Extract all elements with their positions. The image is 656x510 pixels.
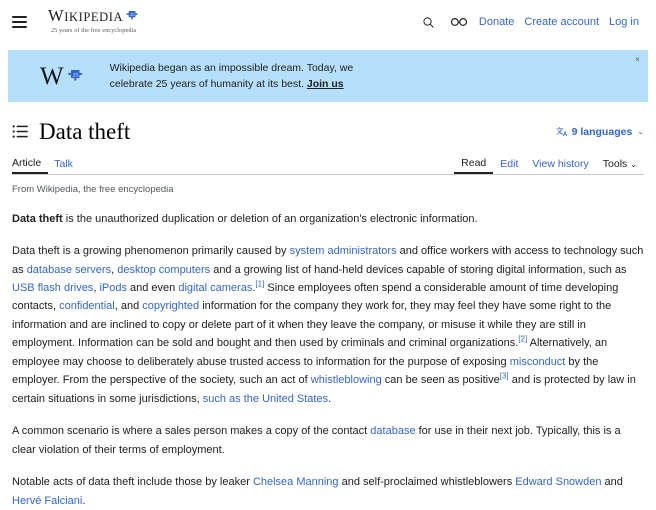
text-fragment: Since employees often spend a considerable amount of time developing contacts, <box>12 282 619 313</box>
link-desktop-computers[interactable]: desktop computers <box>117 263 211 276</box>
link-database[interactable]: database <box>370 425 416 438</box>
text-fragment: Alternatively, an employee may choose to deliberately abuse trusted access to information for the purpose of exposing <box>12 337 608 368</box>
tab-article[interactable]: Article <box>12 158 48 174</box>
text-fragment: and even <box>126 282 179 294</box>
tab-view-history[interactable]: View history <box>532 158 589 171</box>
text-fragment: for use in their next job. Typically, this is a clear violation of their terms of employment. <box>12 425 621 456</box>
logo-wordmark <box>48 8 123 25</box>
tab-read[interactable]: Read <box>454 158 493 174</box>
tab-tools[interactable] <box>596 159 644 174</box>
text-fragment: . <box>252 282 256 294</box>
language-translate-icon <box>556 126 569 138</box>
text-fragment: and <box>601 476 623 489</box>
table-of-contents-icon[interactable] <box>12 123 29 140</box>
link-digital-cameras[interactable]: digital cameras <box>178 282 253 294</box>
text-fragment: , <box>93 282 100 294</box>
paragraph-4 <box>12 473 644 510</box>
link-chelsea-manning[interactable]: Chelsea Manning <box>252 476 339 489</box>
link-usb-flash-drives[interactable]: USB flash drives <box>12 282 94 294</box>
link-edward-snowden[interactable]: Edward Snowden <box>515 476 602 489</box>
text-fragment: and a growing list of hand-held devices capable of storing digital information, such as <box>210 263 627 276</box>
banner-line-1: Wikipedia began as an impossible dream. Today, we <box>109 61 354 74</box>
reference-3-link[interactable]: [3] <box>499 371 509 381</box>
article-title-row <box>12 118 644 153</box>
link-database-servers[interactable]: database servers <box>26 263 112 276</box>
banner-puzzle-number-label: 25 <box>72 72 79 79</box>
link-system-administrators[interactable]: system administrators <box>289 245 397 258</box>
text-fragment: . <box>82 494 86 507</box>
text-fragment: information for the company they work for, they may feel they have some right to the information and are inclined to copy or delete part of it when they leave the company, or misuse it while they are still in employment. Information can be sold and bought and then used by criminals and criminal organizations. <box>12 300 612 350</box>
anniversary-banner <box>8 50 648 102</box>
link-herve-falciani[interactable]: Hervé Falciani <box>12 494 83 507</box>
link-misconduct[interactable]: misconduct <box>509 355 566 368</box>
hamburger-bar <box>12 26 27 28</box>
banner-line-2: celebrate 25 years of humanity at its best. <box>109 78 307 90</box>
lead-rest-text: is the unauthorized duplication or deletion of an organization's electronic information. <box>62 212 478 225</box>
puzzle-piece-25-icon <box>124 7 139 22</box>
reference-1[interactable] <box>255 279 264 288</box>
article-tabs-right <box>454 158 644 174</box>
hamburger-menu-icon[interactable] <box>8 11 30 33</box>
link-such-as-the-united-states[interactable]: such as the United States <box>202 392 329 405</box>
text-fragment: A common scenario is where a sales person makes a copy of the contact <box>12 425 371 438</box>
wikipedia-logo[interactable] <box>48 8 139 34</box>
search-icon[interactable] <box>414 11 444 33</box>
lead-paragraph <box>12 210 644 228</box>
reference-3[interactable] <box>500 372 509 381</box>
article-tabs <box>12 153 644 175</box>
banner-close-icon[interactable]: × <box>635 55 640 64</box>
language-count-label: 9 languages <box>571 125 633 138</box>
link-confidential[interactable]: confidential <box>59 300 115 313</box>
link-whistleblowing[interactable]: whistleblowing <box>310 374 382 387</box>
paragraph-3 <box>12 422 644 459</box>
appearance-glasses-icon[interactable] <box>444 11 474 33</box>
link-ipods[interactable]: iPods <box>99 282 127 294</box>
lead-bold-term: Data theft <box>12 212 63 225</box>
text-fragment: and self-proclaimed whistleblowers <box>338 476 516 489</box>
banner-join-us-link[interactable]: Join us <box>306 78 344 90</box>
language-selector-button[interactable] <box>556 126 644 138</box>
site-subtitle: From Wikipedia, the free encyclopedia <box>12 183 174 195</box>
reference-2-link[interactable]: [2] <box>518 334 528 344</box>
puzzle-number-label: 25 <box>130 12 135 18</box>
svg-text:文: 文 <box>555 126 563 136</box>
reference-1-link[interactable]: [1] <box>255 279 265 289</box>
page-title: Data theft <box>39 119 131 144</box>
text-fragment: Notable acts of data theft include those by leaker <box>12 476 253 489</box>
banner-logo <box>40 64 84 89</box>
text-fragment: by the employer. From the perspective of the society, such an act of <box>12 355 599 387</box>
text-fragment: , <box>111 263 118 276</box>
text-fragment: can be seen as positive <box>381 374 500 387</box>
paragraph-2 <box>12 242 644 408</box>
logo-wordmark-row <box>48 8 139 25</box>
chevron-down-icon: ⌄ <box>630 160 637 170</box>
banner-message <box>110 60 354 93</box>
text-fragment: and is protected by law in certain situations in some jurisdictions, <box>12 374 636 405</box>
tab-talk[interactable]: Talk <box>54 158 73 171</box>
logo-wordmark-main: W <box>48 6 65 25</box>
donate-link[interactable]: Donate <box>478 16 515 28</box>
link-copyrighted[interactable]: copyrighted <box>142 300 200 313</box>
text-fragment: and office workers with access to technology such as <box>12 245 644 276</box>
banner-logo-w: W <box>40 62 64 90</box>
text-fragment: , and <box>114 300 143 313</box>
header-actions <box>414 11 644 33</box>
logo-tagline: 25 years of the free encyclopedia <box>50 26 137 34</box>
text-fragment: . <box>328 392 332 405</box>
text-fragment: Data theft is a growing phenomenon primarily caused by <box>12 245 290 258</box>
banner-puzzle-piece-25-icon <box>65 65 84 84</box>
hamburger-bar <box>12 21 27 23</box>
tab-edit[interactable]: Edit <box>500 158 519 171</box>
chevron-down-icon: ⌄ <box>637 127 644 137</box>
login-link[interactable]: Log in <box>609 16 639 28</box>
logo-wordmark-rest: IKIPEDIA <box>64 10 124 24</box>
hamburger-bar <box>12 16 27 18</box>
create-account-link[interactable]: Create account <box>524 16 600 28</box>
svg-text:A: A <box>562 130 567 138</box>
article-content-area <box>0 118 656 510</box>
reference-2[interactable] <box>518 335 527 344</box>
site-header <box>0 0 656 48</box>
tab-tools-label: Tools <box>602 158 628 171</box>
